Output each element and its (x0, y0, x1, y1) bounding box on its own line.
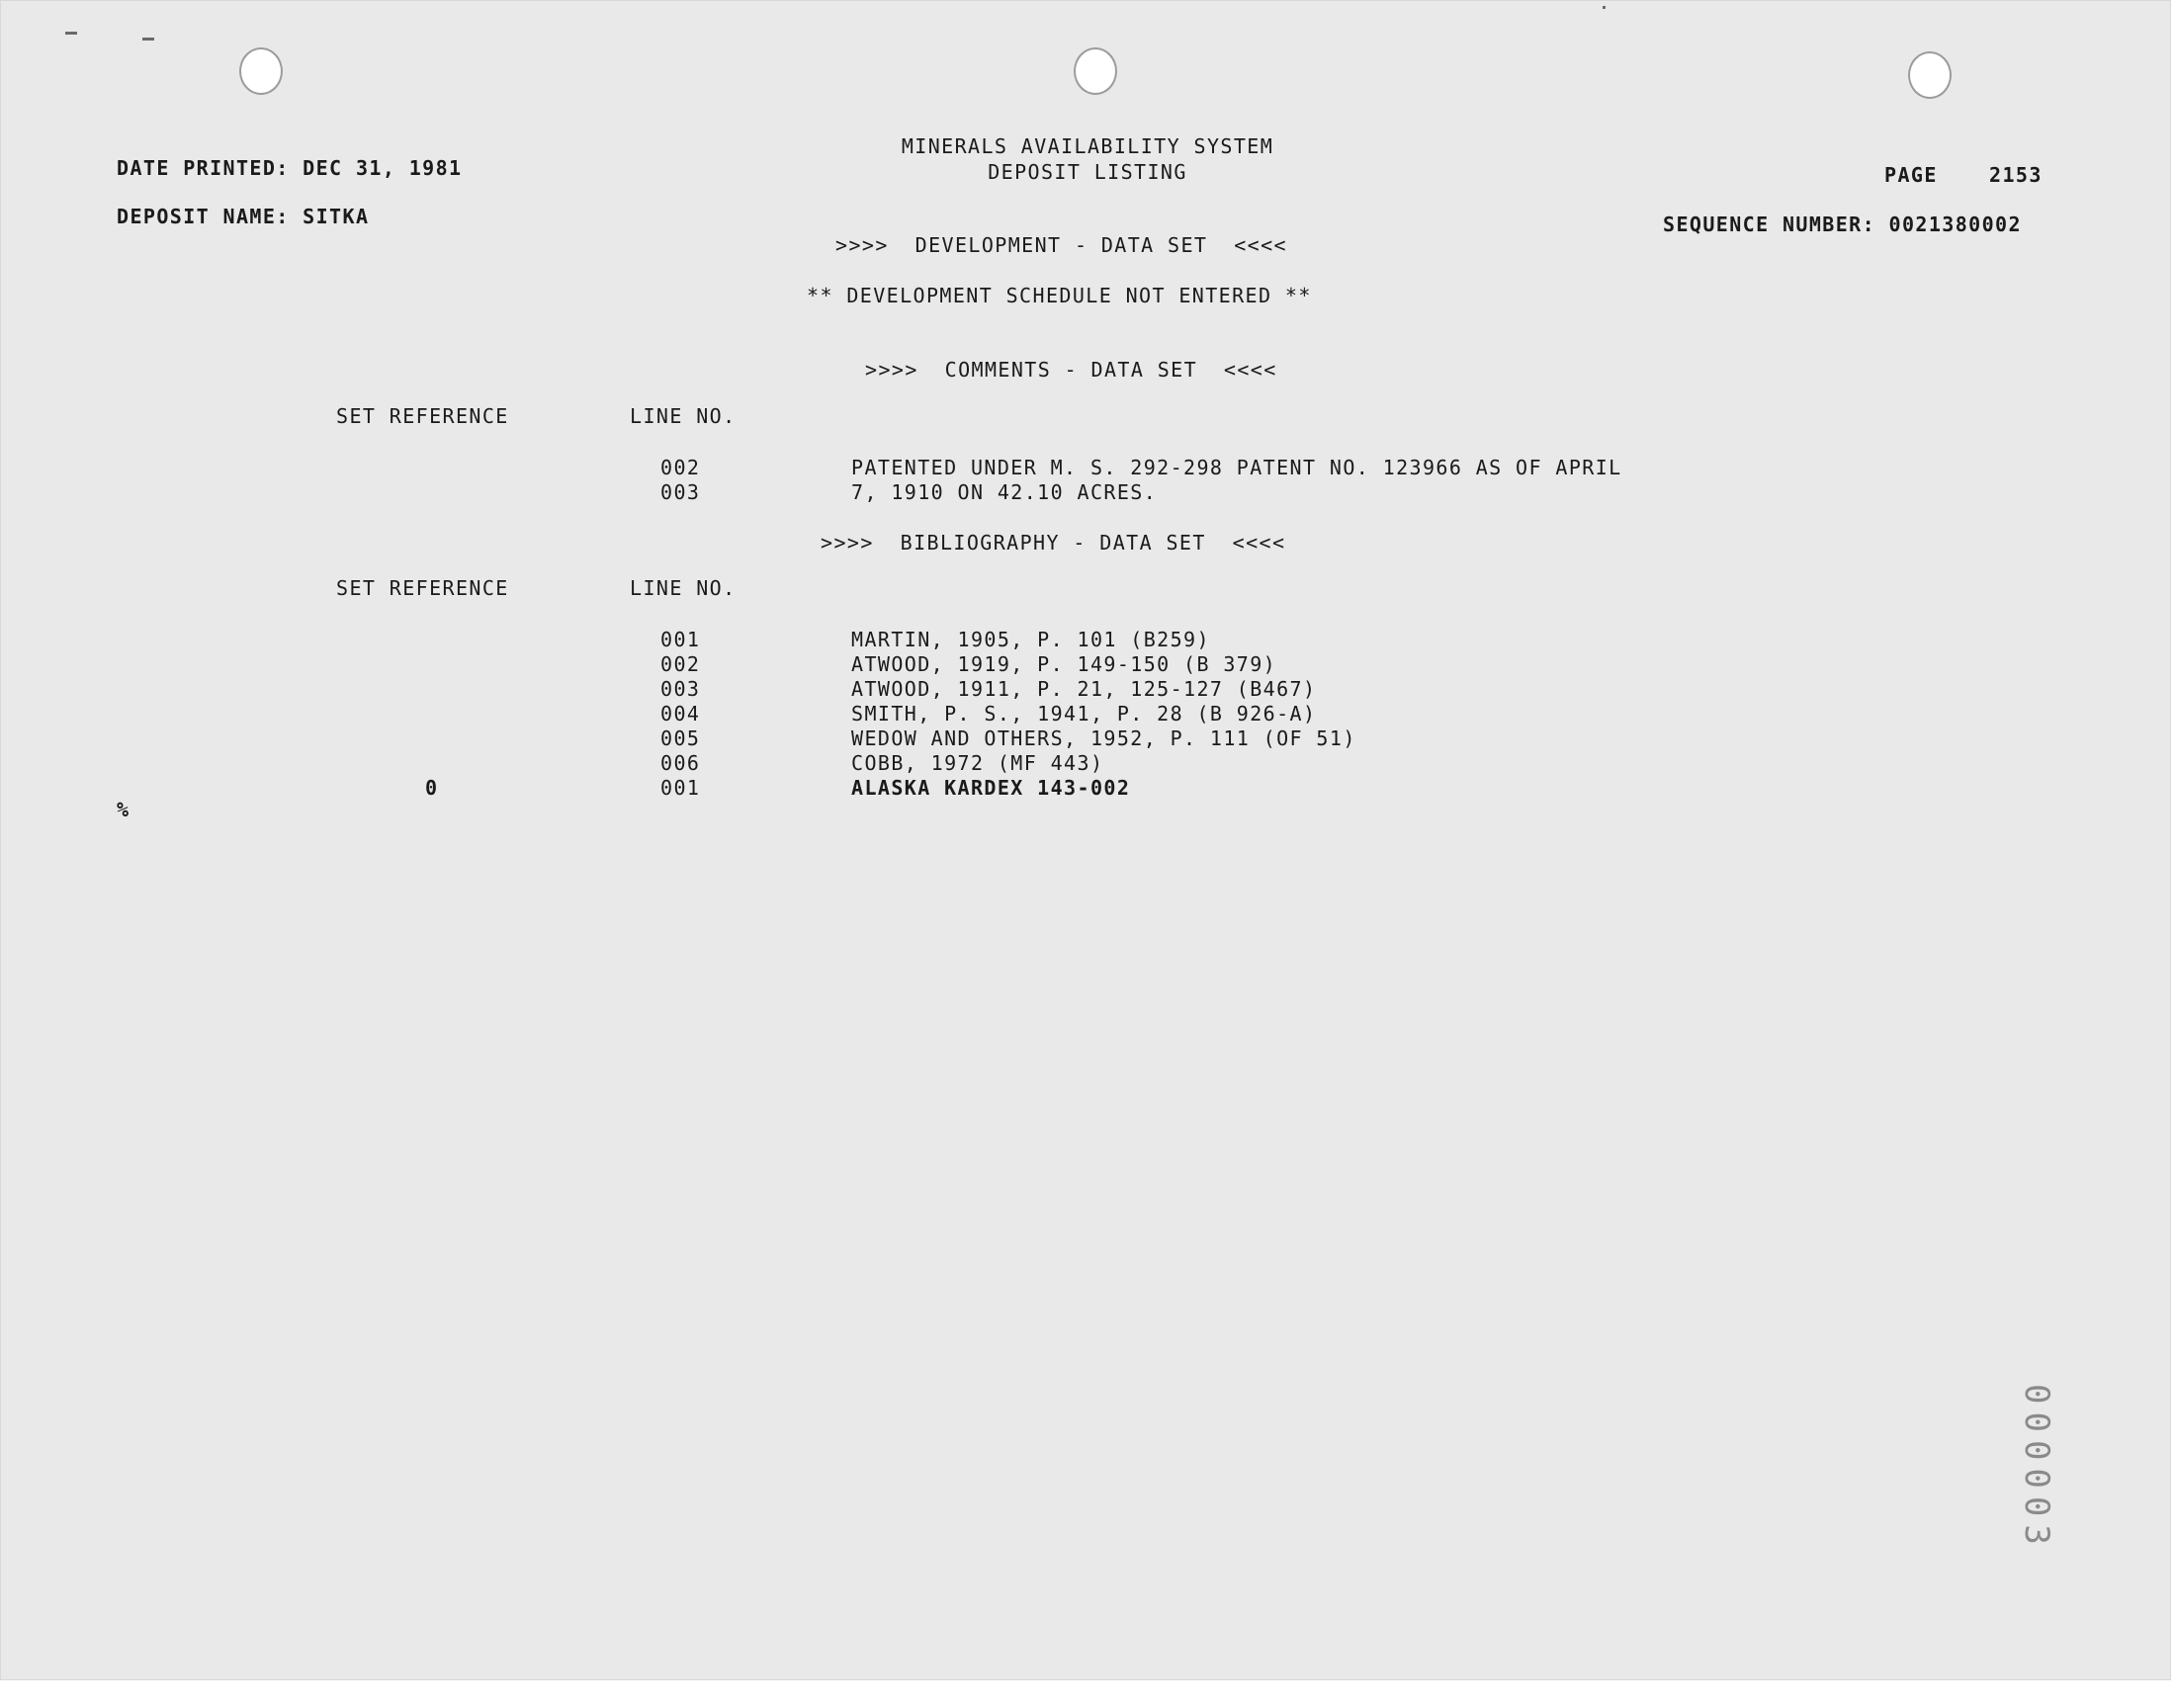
page-number: 2153 (1989, 163, 2043, 187)
frame-stamp: 000003 (2017, 1384, 2056, 1553)
comments-heading: >>>> COMMENTS - DATA SET <<<< (865, 358, 1277, 382)
development-heading: >>>> DEVELOPMENT - DATA SET <<<< (835, 233, 1287, 257)
bibliography-heading: >>>> BIBLIOGRAPHY - DATA SET <<<< (821, 531, 1286, 555)
comments-col-line-no: LINE NO. (630, 404, 737, 428)
bibliography-set-reference: 0 (425, 776, 439, 800)
bibliography-line-no: 001 (660, 776, 701, 800)
system-title: MINERALS AVAILABILITY SYSTEM (901, 134, 1274, 158)
comment-line-no: 003 (660, 480, 701, 504)
punch-hole-center (1074, 47, 1117, 95)
bibliography-line-no: 001 (660, 628, 701, 651)
date-printed: DATE PRINTED: DEC 31, 1981 (117, 156, 463, 180)
comments-col-set-reference: SET REFERENCE (336, 404, 509, 428)
development-note: ** DEVELOPMENT SCHEDULE NOT ENTERED ** (807, 284, 1312, 307)
comment-text: PATENTED UNDER M. S. 292-298 PATENT NO. 123966 AS OF APRIL (851, 456, 1622, 479)
bibliography-citation: ATWOOD, 1911, P. 21, 125-127 (B467) (851, 677, 1317, 701)
bibliography-citation: ALASKA KARDEX 143-002 (851, 776, 1131, 800)
bibliography-line-no: 004 (660, 702, 701, 726)
bibliography-col-line-no: LINE NO. (630, 576, 737, 600)
bibliography-line-no: 002 (660, 652, 701, 676)
bibliography-line-no: 006 (660, 751, 701, 775)
end-marker: % (117, 798, 130, 821)
listing-title: DEPOSIT LISTING (988, 160, 1187, 184)
deposit-name: DEPOSIT NAME: SITKA (117, 205, 370, 228)
comment-text: 7, 1910 ON 42.10 ACRES. (851, 480, 1158, 504)
bibliography-line-no: 003 (660, 677, 701, 701)
bibliography-citation: ATWOOD, 1919, P. 149-150 (B 379) (851, 652, 1277, 676)
bibliography-citation: WEDOW AND OTHERS, 1952, P. 111 (OF 51) (851, 726, 1356, 750)
punch-hole-left (239, 47, 283, 95)
bibliography-citation: SMITH, P. S., 1941, P. 28 (B 926-A) (851, 702, 1317, 726)
bibliography-col-set-reference: SET REFERENCE (336, 576, 509, 600)
comment-line-no: 002 (660, 456, 701, 479)
punch-hole-right (1908, 51, 1952, 99)
bibliography-citation: COBB, 1972 (MF 443) (851, 751, 1104, 775)
sequence-number: SEQUENCE NUMBER: 0021380002 (1663, 213, 2022, 236)
bibliography-line-no: 005 (660, 726, 701, 750)
page-label: PAGE (1884, 163, 1938, 187)
bibliography-citation: MARTIN, 1905, P. 101 (B259) (851, 628, 1210, 651)
bibliography-row (0, 776, 1131, 895)
